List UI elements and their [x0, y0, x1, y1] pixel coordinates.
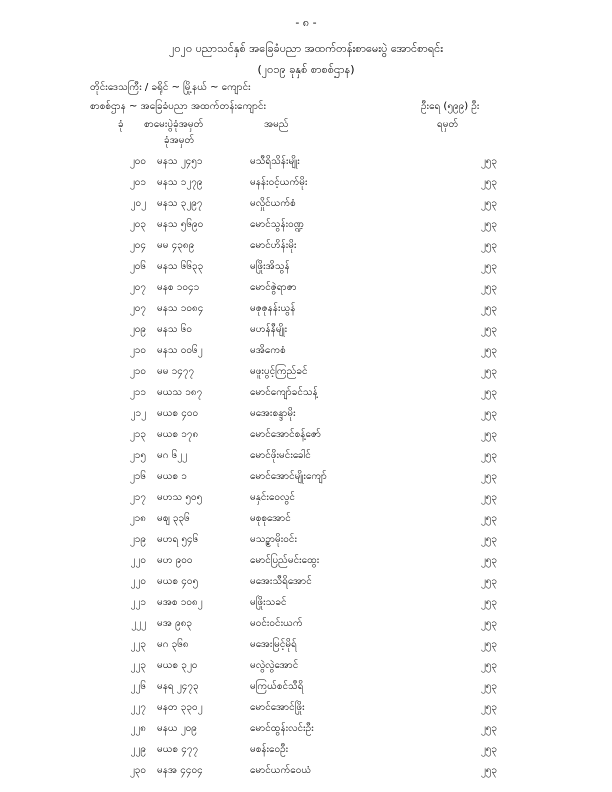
- student-name: မဖြိုးအိသွန်: [250, 261, 290, 272]
- registration-number: မအစ ၁၀၈၂: [157, 597, 203, 608]
- row-number: ၂၀၇: [129, 282, 146, 293]
- student-name: မောင်ဇွဲရာဇာ: [250, 282, 297, 293]
- table-row: [0, 343, 612, 364]
- mark-value: ၂၅၃: [480, 324, 497, 335]
- mark-value: ၂၅၃: [480, 198, 497, 209]
- table-row: [0, 259, 612, 280]
- mark-value: ၂၅၃: [480, 387, 497, 398]
- mark-value: ၂၅၃: [480, 702, 497, 713]
- row-number: ၂၂၉: [130, 744, 146, 755]
- registration-number: မယစ ၄၇၇: [157, 744, 199, 755]
- row-number: ၂၂၆: [130, 681, 146, 692]
- mark-value: ၂၅၃: [480, 282, 497, 293]
- location-line: တိုင်းဒေသကြီး / ခရိုင် ~ မြို့နယ် ~ ကျောင်း: [90, 82, 251, 93]
- registration-number: မဟ ၉၀၀: [157, 555, 193, 566]
- row-number: ၂၂၃: [130, 639, 146, 650]
- student-name: မောင်ယက်ဝေယံ: [250, 765, 312, 776]
- student-name: မအေးသီရိအောင်: [250, 576, 312, 587]
- col-header-reg-sub: ခုံအမှတ်: [164, 135, 195, 146]
- table-row: [0, 280, 612, 301]
- student-name: မောင်ဖိုးမင်းခေါင်: [250, 450, 311, 461]
- student-name: မဖြိုးသခင်: [250, 597, 287, 608]
- registration-number: မနသ ၀၀၆၂: [157, 345, 203, 356]
- row-number: ၂၂၃: [130, 660, 146, 671]
- student-name: မောင်ထွန်းလင်းဦး: [250, 723, 314, 734]
- mark-value: ၂၅၃: [480, 240, 497, 251]
- registration-number: မယစ ၁: [157, 471, 187, 482]
- row-number: ၂၂၂: [131, 618, 146, 629]
- student-name: မနှင်းဝေလွင်: [250, 492, 295, 503]
- student-name: မကြယ်စင်သီရိ: [250, 681, 304, 692]
- mark-value: ၂၅၃: [480, 156, 497, 167]
- table-row: [0, 595, 612, 616]
- registration-number: မယစ ၃၂၀: [157, 660, 198, 671]
- registration-number: မနသ ၂၄၅၁: [157, 156, 203, 167]
- mark-value: ၂၅၃: [480, 366, 497, 377]
- mark-value: ၂၅၃: [480, 723, 497, 734]
- col-header-mark: ရမှတ်: [437, 119, 459, 130]
- table-row: [0, 721, 612, 742]
- registration-number: မမ ၁၄၇၇: [157, 366, 195, 377]
- table-row: [0, 406, 612, 427]
- header-row-3: [0, 133, 612, 151]
- row-number: ၂၁၅: [129, 450, 146, 461]
- table-row: [0, 490, 612, 511]
- row-number: ၂၀၂: [130, 198, 146, 209]
- mark-value: ၂၅၃: [480, 492, 497, 503]
- table-row: [0, 217, 612, 238]
- exam-center-label: စာစစ်ဌာန ~ အခြေခံပညာ အထက်တန်းကျောင်း: [90, 101, 267, 112]
- mark-value: ၂၅၃: [480, 471, 497, 482]
- registration-number: မနသ ၆၆၃၃: [157, 261, 204, 272]
- row-number: ၂၀၉: [129, 324, 146, 335]
- student-name: မောင်အောင်စန့်ဇော်: [250, 429, 321, 440]
- student-name: မောင်ကျော်ခင်သန့်: [250, 387, 318, 398]
- mark-value: ၂၅၃: [480, 219, 497, 230]
- mark-value: ၂၅၃: [480, 681, 497, 692]
- registration-number: မယစ ၁၇၈: [157, 429, 199, 440]
- registration-number: မနသ ၁၀၈၄: [157, 303, 204, 314]
- registration-number: မယစ ၄၀၀: [157, 408, 199, 419]
- table-row: [0, 301, 612, 322]
- row-number: ၂၂၁: [130, 597, 146, 608]
- row-number: ၂၁၀: [129, 366, 146, 377]
- mark-value: ၂၅၃: [480, 534, 497, 545]
- results-table: [0, 154, 612, 784]
- student-name: မဟန်နီမျိုး: [250, 324, 288, 335]
- mark-value: ၂၅၃: [480, 450, 497, 461]
- student-name: မဝင်းဝင်းယက်: [250, 618, 303, 629]
- table-row: [0, 553, 612, 574]
- table-row: [0, 763, 612, 784]
- table-row: [0, 322, 612, 343]
- student-name: မအိကေစံ: [250, 345, 286, 356]
- row-number: ၂၁၀: [129, 345, 146, 356]
- row-number: ၂၁၆: [129, 471, 146, 482]
- table-row: [0, 364, 612, 385]
- row-number: ၂၀၃: [129, 219, 146, 230]
- table-row: [0, 532, 612, 553]
- table-row: [0, 385, 612, 406]
- student-name: မဖူးပွင့်ကြည်ခင်: [250, 366, 308, 377]
- table-row: [0, 658, 612, 679]
- col-header-reg: စာမေးပွဲခုံအမှတ်: [144, 119, 204, 130]
- registration-number: မဂ ၃၆၈: [157, 639, 189, 650]
- registration-number: မယစ ၄၀၅: [157, 576, 199, 587]
- registration-number: မနစ ၁၀၄၁: [157, 282, 200, 293]
- student-name: မအေးမြင့်မိုရ်: [250, 639, 297, 650]
- registration-number: မနအ ၄၄၀၄: [157, 765, 203, 776]
- page-number: - ၈ -: [295, 16, 317, 29]
- registration-number: မနသ ၃၂၉၇: [157, 198, 203, 209]
- registration-number: မဟသ ၅၀၅: [157, 492, 203, 503]
- registration-number: မဟရ ၅၄၆: [157, 534, 199, 545]
- student-name: မနန်းဝင့်ယက်မိုး: [250, 177, 308, 188]
- student-name: မောင်အောင်ဖြိုး: [250, 702, 305, 713]
- row-number: ၂၂၀: [130, 576, 146, 587]
- student-name: မောင်အောင်မျိုးကျော်: [250, 471, 327, 482]
- table-row: [0, 154, 612, 175]
- mark-value: ၂၅၃: [480, 765, 497, 776]
- row-number: ၂၀၀: [129, 156, 146, 167]
- row-number: ၂၁၃: [129, 429, 146, 440]
- registration-number: မအ ၉၈၃: [157, 618, 193, 629]
- table-row: [0, 511, 612, 532]
- mark-value: ၂၅၃: [480, 555, 497, 566]
- col-header-no: ခုံ: [118, 119, 124, 130]
- row-number: ၂၁၉: [129, 534, 146, 545]
- mark-value: ၂၅၃: [480, 408, 497, 419]
- row-number: ၂၁၁: [129, 387, 146, 398]
- mark-value: ၂၅၃: [480, 303, 497, 314]
- mark-value: ၂၅၃: [480, 660, 497, 671]
- student-name: မဇုဇုနန်းယွန်: [250, 303, 296, 314]
- mark-value: ၂၅၃: [480, 513, 497, 524]
- total-count-label: ဦးရေ (၅၉၉) ဦး: [421, 101, 480, 112]
- registration-number: မဈ ၃၃၆: [157, 513, 190, 524]
- table-row: [0, 427, 612, 448]
- registration-number: မယသ ၁၈၇: [157, 387, 203, 398]
- student-name: မောင်သွန်းဝဏ္ဍ: [250, 219, 304, 230]
- mark-value: ၂၅၃: [480, 744, 497, 755]
- registration-number: မနသ ၆၀: [157, 324, 192, 335]
- row-number: ၂၁၇: [129, 492, 146, 503]
- student-name: မောင်ဟိန်းမိုး: [250, 240, 297, 251]
- row-number: ၂၀၄: [129, 240, 146, 251]
- mark-value: ၂၅၃: [480, 618, 497, 629]
- row-number: ၂၂၀: [130, 555, 146, 566]
- table-row: [0, 175, 612, 196]
- mark-value: ၂၅၃: [480, 177, 497, 188]
- table-row: [0, 700, 612, 721]
- table-row: [0, 616, 612, 637]
- mark-value: ၂၅၃: [480, 345, 497, 356]
- table-row: [0, 679, 612, 700]
- table-row: [0, 637, 612, 658]
- table-row: [0, 469, 612, 490]
- document-subtitle: (၂၀၁၉ ခုနှစ် စာစစ်ဌာန): [257, 63, 355, 76]
- student-name: မစုစုအောင်: [250, 513, 291, 524]
- mark-value: ၂၅၃: [480, 639, 497, 650]
- table-row: [0, 196, 612, 217]
- student-name: မအေးစန္ဒာမိုး: [250, 408, 296, 419]
- mark-value: ၂၅၃: [480, 597, 497, 608]
- student-name: မစန်းဝေဦး: [250, 744, 289, 755]
- registration-number: မနသ ၁၂၇၉: [157, 177, 203, 188]
- header-row-1: [0, 99, 612, 117]
- registration-number: မမ ၄၃၈၉: [157, 240, 195, 251]
- table-row: [0, 448, 612, 469]
- row-number: ၂၀၆: [129, 261, 146, 272]
- row-number: ၂၀၇: [129, 303, 146, 314]
- registration-number: မနသ ၅၆၉၀: [157, 219, 204, 230]
- row-number: ၂၁၈: [129, 513, 146, 524]
- table-row: [0, 574, 612, 595]
- student-name: မသဥ္စာမိုးဝင်း: [250, 534, 297, 545]
- table-row: [0, 238, 612, 259]
- row-number: ၂၂၈: [130, 723, 146, 734]
- student-name: မသီရိသိန်းမျိုး: [250, 156, 300, 167]
- registration-number: မဂ ၆၂၂: [157, 450, 188, 461]
- row-number: ၂၂၇: [130, 702, 146, 713]
- row-number: ၂၃၀: [129, 765, 146, 776]
- document-title: ၂၀၂၀ ပညာသင်နှစ် အခြေခံပညာ အထက်တန်းစာမေးပွဲ အောင်စာရင်း: [168, 42, 444, 55]
- student-name: မလွဲလွဲအောင်: [250, 660, 299, 671]
- student-name: မောင်ပြည်မင်းထွေး: [250, 555, 320, 566]
- table-row: [0, 742, 612, 763]
- row-number: ၂၀၁: [129, 177, 146, 188]
- student-name: မလှိုင်ယက်စံ: [250, 198, 296, 209]
- mark-value: ၂၅၃: [480, 261, 497, 272]
- registration-number: မနတ ၃၃၀၂: [157, 702, 203, 713]
- registration-number: မနရ ၂၄၇၃: [157, 681, 199, 692]
- col-header-name: အမည်: [264, 119, 289, 130]
- row-number: ၂၁၂: [130, 408, 146, 419]
- mark-value: ၂၅၃: [480, 429, 497, 440]
- registration-number: မနယ ၂၀၉: [157, 723, 197, 734]
- mark-value: ၂၅၃: [480, 576, 497, 587]
